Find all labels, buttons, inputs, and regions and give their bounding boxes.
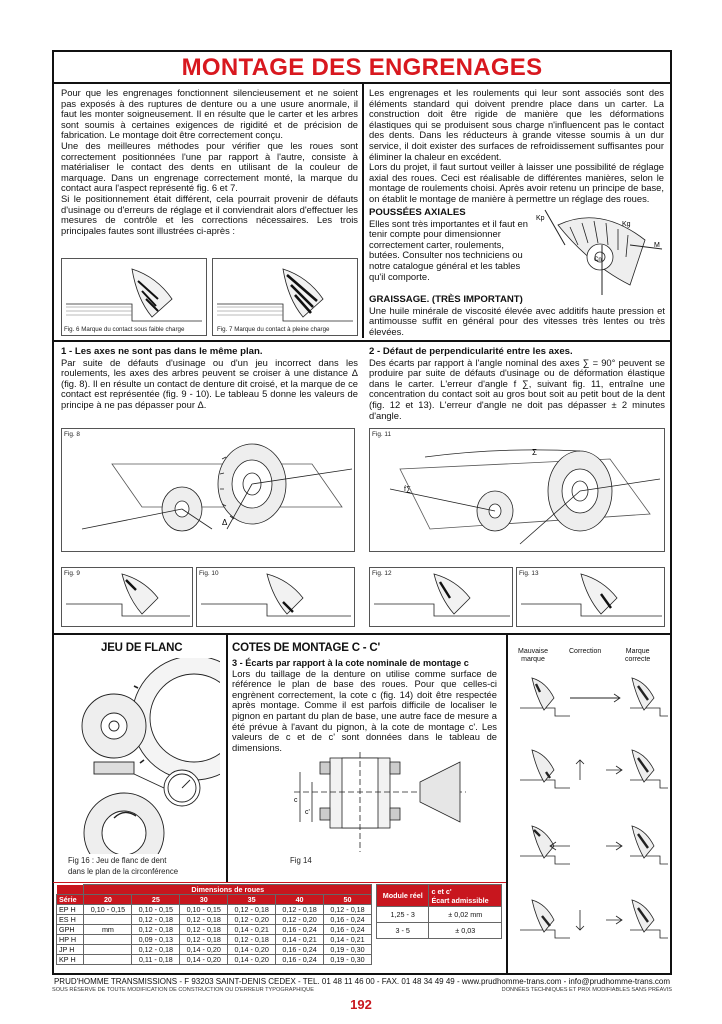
- cn-label: Cn: [594, 257, 602, 263]
- col-header: Série: [57, 895, 84, 905]
- fig14-label: Fig 14: [290, 856, 312, 865]
- fig16-backlash-drawing: [64, 658, 220, 854]
- fig10-label: Fig. 10: [199, 570, 219, 577]
- fig6-tooth-drawing: [62, 259, 207, 336]
- module-table: [376, 884, 502, 939]
- intro-left-p2: Une des meilleures méthodes pour vérifier que les roues sont correctement positionnées l'une par rapport à l'autre, consiste à matérialiser le contact des dents en utilisant de la couleur de marquage. Dans un engrenage correctement monté, la marque du contact aura l'aspect représenté fig. 6 et 7.: [61, 139, 358, 194]
- graissage-block: [369, 294, 665, 337]
- page-title: MONTAGE DES ENGRENAGES: [181, 54, 543, 81]
- table-cell: 0,12 - 0,18: [132, 925, 180, 935]
- fig9-panel: [61, 567, 193, 627]
- cotes-heading: COTES DE MONTAGE C - C': [232, 642, 381, 654]
- legend-correcte-line2: correcte: [625, 656, 651, 663]
- table-cell: 0,19 - 0,30: [324, 945, 372, 955]
- col-header: 35: [228, 895, 276, 905]
- footer-left: SOUS RÉSERVE DE TOUTE MODIFICATION DE CONSTRUCTION OU D'ERREUR TYPOGRAPHIQUE: [52, 987, 314, 993]
- fig7-panel: [212, 258, 358, 336]
- table-cell: 0,14 - 0,20: [228, 955, 276, 965]
- col-header: 40: [276, 895, 324, 905]
- jeu-divider: [226, 634, 228, 882]
- dimensions-group-spacer: [57, 885, 84, 895]
- poussees-text: Elles sont très importantes et il faut en tenir compte pour dimensionner correctement carter, roulements, butées. Consulter nos techniciens ou notre catalogue général et les tables qu'il comporte.: [369, 217, 528, 282]
- jeu-heading: JEU DE FLANC: [101, 642, 183, 654]
- fig16-caption: [68, 855, 178, 877]
- col-header: 30: [180, 895, 228, 905]
- table-cell: 0,12 - 0,18: [132, 945, 180, 955]
- m-label: M: [654, 242, 660, 249]
- dimensions-group-header: Dimensions de roues: [84, 885, 372, 895]
- fig13-tooth-drawing: [517, 568, 665, 627]
- table-cell: ES H: [57, 915, 84, 925]
- table-cell: 0,14 - 0,21: [324, 935, 372, 945]
- table-cell: 0,14 - 0,20: [228, 945, 276, 955]
- legend-mauvaise: [518, 648, 548, 664]
- fig8-drawing: [62, 429, 355, 552]
- dimensions-group-header-row: [57, 885, 372, 895]
- poussees-block: [369, 207, 529, 282]
- table-cell: 0,09 - 0,13: [132, 935, 180, 945]
- section2-block: [369, 346, 665, 421]
- fig8-label: Fig. 8: [64, 431, 80, 438]
- graissage-heading: GRAISSAGE. (TRÈS IMPORTANT): [369, 294, 523, 305]
- fig14-mounting-drawing: [290, 752, 470, 852]
- intro-right-column: [369, 88, 664, 205]
- fig14-c-label: c: [294, 797, 298, 804]
- fig9-tooth-drawing: [62, 568, 193, 627]
- table-cell: 0,16 - 0,24: [324, 915, 372, 925]
- table-row: [57, 935, 372, 945]
- section1-heading: 1 - Les axes ne sont pas dans le même plan.: [61, 346, 263, 357]
- tolerance-col-header: [429, 885, 502, 907]
- table-cell: 0,12 - 0,18: [276, 905, 324, 915]
- table-cell: 0,14 - 0,21: [276, 935, 324, 945]
- table-cell: 0,14 - 0,21: [228, 925, 276, 935]
- fig14-cprime-label: c': [305, 809, 310, 816]
- column-divider: [362, 83, 364, 338]
- table-cell: 0,10 - 0,15: [132, 905, 180, 915]
- legend-marque-correcte: [625, 648, 650, 664]
- legend-mauvaise-line1: Mauvaise: [518, 648, 548, 655]
- kp-label: Kp: [536, 215, 545, 222]
- section-rule-2: [53, 633, 671, 635]
- fig10-panel: [196, 567, 355, 627]
- correction-row-4: [520, 900, 668, 938]
- table-cell: 3 - 5: [377, 923, 429, 939]
- cotes-text: Lors du taillage de la denture on utilise comme surface de référence le plan de base des roues. Pour que celles-ci engrènent correctement, la cote c (fig. 14) doit être respectée après montage. Comme il est parfois difficile de localiser le pignon en partant du plan de base, une autre face de mesure a été prévue à l'avant du pignon, à la cote de montage c'. Les valeurs de c et de c' sont données dans le tableau de dimensions.: [232, 667, 497, 753]
- axial-thrust-gear-illustration: [530, 205, 668, 300]
- footer-contact: PRUD'HOMME TRANSMISSIONS - F 93203 SAINT-DENIS CEDEX - TEL. 01 48 11 46 00 - FAX. 01 48 34 49 49 - www.prudhomme-trans.com - info@prudhomme-trans.com: [53, 977, 671, 986]
- fig8-delta-label: Δ: [222, 518, 228, 527]
- correction-row-2: [520, 750, 668, 788]
- table-cell: 0,16 - 0,24: [324, 925, 372, 935]
- fig11-drawing: [370, 429, 665, 552]
- module-col-header: Module réel: [377, 885, 429, 907]
- col-header: 50: [324, 895, 372, 905]
- section2-heading: 2 - Défaut de perpendicularité entre les axes.: [369, 346, 573, 357]
- correction-diagram: [510, 668, 670, 972]
- poussees-heading: POUSSÉES AXIALES: [369, 207, 466, 218]
- table-cell: [84, 935, 132, 945]
- table-row: [377, 907, 502, 923]
- cotes-block: [232, 657, 497, 753]
- legend-correction: Correction: [569, 648, 602, 655]
- table-cell: 0,14 - 0,20: [180, 945, 228, 955]
- table-cell: mm: [84, 925, 132, 935]
- fig10-tooth-drawing: [197, 568, 355, 627]
- table-row: [57, 925, 372, 935]
- table-cell: 0,12 - 0,18: [180, 935, 228, 945]
- table-cell: 1,25 - 3: [377, 907, 429, 923]
- intro-left-column: [61, 88, 358, 236]
- intro-right-p2: Lors du projet, il faut surtout veiller à laisser une possibilité de réglage axial des roues. Ceci est réalisable de différentes manières, selon le montage de roulements choisi. Après avoir retenu un principe de base, on établit le montage de manière à permettre un réglage des roues.: [369, 161, 664, 204]
- table-cell: 0,16 - 0,24: [276, 945, 324, 955]
- table-cell: 0,12 - 0,18: [132, 915, 180, 925]
- tolerance-header-line1: c et c': [431, 886, 452, 896]
- table-cell: 0,10 - 0,15: [84, 905, 132, 915]
- module-header-row: [377, 885, 502, 907]
- table-cell: 0,10 - 0,15: [180, 905, 228, 915]
- table-row: [57, 945, 372, 955]
- table-cell: EP H: [57, 905, 84, 915]
- legend-divider: [506, 634, 508, 974]
- col-header: 25: [132, 895, 180, 905]
- page-number: 192: [350, 997, 372, 1012]
- table-row: [57, 915, 372, 925]
- dimensions-table: [56, 884, 372, 965]
- table-cell: JP H: [57, 945, 84, 955]
- table-cell: 0,14 - 0,20: [180, 955, 228, 965]
- table-cell: KP H: [57, 955, 84, 965]
- footer-disclaimer: [52, 987, 672, 993]
- intro-right-p1: Les engrenages et les roulements qui leur sont associés sont des éléments standard qui doivent prendre place dans un carter. La construction doit être rigide de manière que les déformations élastiques qui se produisent sous charge n'influencent pas le contact des dents. Dans les réducteurs à grande vitesse soumis à un dur service, il doit exister des surfaces de refroidissement suffisantes pour éliminer la chaleur en excédent.: [369, 87, 664, 162]
- table-cell: 0,12 - 0,20: [276, 915, 324, 925]
- tolerance-header-line2: Écart admissible: [431, 895, 489, 905]
- cotes-subheading: 3 - Écarts par rapport à la cote nominale de montage c: [232, 658, 469, 668]
- fig7-tooth-drawing: [213, 259, 358, 336]
- fig11-fsigma-label: f∑: [404, 486, 411, 493]
- table-cell: 0,16 - 0,24: [276, 925, 324, 935]
- table-cell: 0,11 - 0,18: [132, 955, 180, 965]
- table-cell: GPH: [57, 925, 84, 935]
- bevel-gear-drawing: [545, 210, 662, 295]
- fig16-caption-line2: dans le plan de la circonférence: [68, 867, 179, 876]
- table-cell: HP H: [57, 935, 84, 945]
- intro-left-p1: Pour que les engrenages fonctionnent silencieusement et ne soient pas exposés à des ruptures de denture ou a une usure anormale, il faut les monter soigneusement. Il en résulte que le carter et les arbres sont soumis à certaines exigences de rigidité et de précision de fabrication. Le montage doit être correctement conçu.: [61, 87, 358, 141]
- table-cell: 0,16 - 0,24: [276, 955, 324, 965]
- table-rule: [53, 882, 506, 883]
- fig16-caption-line1: Fig 16 : Jeu de flanc de dent: [68, 856, 167, 865]
- section-rule-1: [53, 340, 671, 342]
- fig12-label: Fig. 12: [372, 570, 392, 577]
- table-cell: [84, 915, 132, 925]
- fig6-caption: Fig. 6 Marque du contact sous faible charge: [64, 326, 185, 333]
- legend-correcte-line1: Marque: [625, 648, 650, 655]
- intro-left-p3: Si le positionnement était différent, cela pourrait provenir de défauts d'usinage ou d'erreurs de réglage et il conviendrait alors d'effectuer les mesures de contrôle et les corrections nécessaires. Les trois principales fautes sont illustrées ci-après :: [61, 192, 358, 236]
- table-cell: ± 0,02 mm: [429, 907, 502, 923]
- legend-mauvaise-line2: marque: [521, 656, 545, 663]
- table-cell: 0,12 - 0,18: [180, 915, 228, 925]
- correction-row-1: [520, 678, 668, 716]
- table-cell: 0,12 - 0,18: [228, 935, 276, 945]
- section1-block: [61, 346, 358, 411]
- fig8-panel: [61, 428, 355, 552]
- graissage-text: Une huile minérale de viscosité élevée avec additifs haute pression et antimousse suffit en général pour des vitesses très lentes ou très élevées.: [369, 304, 665, 337]
- section2-text: Des écarts par rapport à l'angle nominal des axes ∑ = 90° peuvent se produire par suite de défauts d'usinage ou de déformation élastique dans le carter. L'erreur d'angle f ∑, suivant fig. 11, entraîne une concentration du contact soit au gros bout soit au petit bout de la dent (fig. 12 et 13). L'erreur d'angle ne doit pas dépasser ± 2 minutes d'angle.: [369, 356, 665, 421]
- table-cell: 0,12 - 0,18: [228, 905, 276, 915]
- table-row: [377, 923, 502, 939]
- table-cell: 0,12 - 0,18: [324, 905, 372, 915]
- fig13-label: Fig. 13: [519, 570, 539, 577]
- table-cell: ± 0,03: [429, 923, 502, 939]
- fig6-panel: [61, 258, 207, 336]
- table-cell: 0,12 - 0,18: [180, 925, 228, 935]
- table-cell: 0,19 - 0,30: [324, 955, 372, 965]
- fig11-label: Fig. 11: [372, 431, 392, 438]
- footer-right: DONNÉES TECHNIQUES ET PRIX MODIFIABLES SANS PRÉAVIS: [501, 987, 672, 993]
- kg-label: Kg: [622, 221, 631, 228]
- dimensions-columns-row: [57, 895, 372, 905]
- table-cell: [84, 955, 132, 965]
- fig11-panel: [369, 428, 665, 552]
- fig9-label: Fig. 9: [64, 570, 80, 577]
- col-header: 20: [84, 895, 132, 905]
- fig7-caption: Fig. 7 Marque du contact à pleine charge: [217, 326, 330, 333]
- fig11-sigma-label: Σ: [532, 448, 537, 457]
- table-cell: 0,12 - 0,20: [228, 915, 276, 925]
- table-row: [57, 905, 372, 915]
- correction-row-3: [520, 826, 668, 864]
- section1-text: Par suite de défauts d'usinage ou d'un jeu incorrect dans les roulements, les axes des arbres peuvent se croiser à une distance Δ (fig. 8). Il en résulte un contact de denture dit croisé, et la marque de ce contact est représentée (fig. 9 - 10). Le tableau 5 donne les valeurs de principe à ne pas dépasser pour Δ.: [61, 356, 358, 410]
- table-row: [57, 955, 372, 965]
- table-cell: [84, 945, 132, 955]
